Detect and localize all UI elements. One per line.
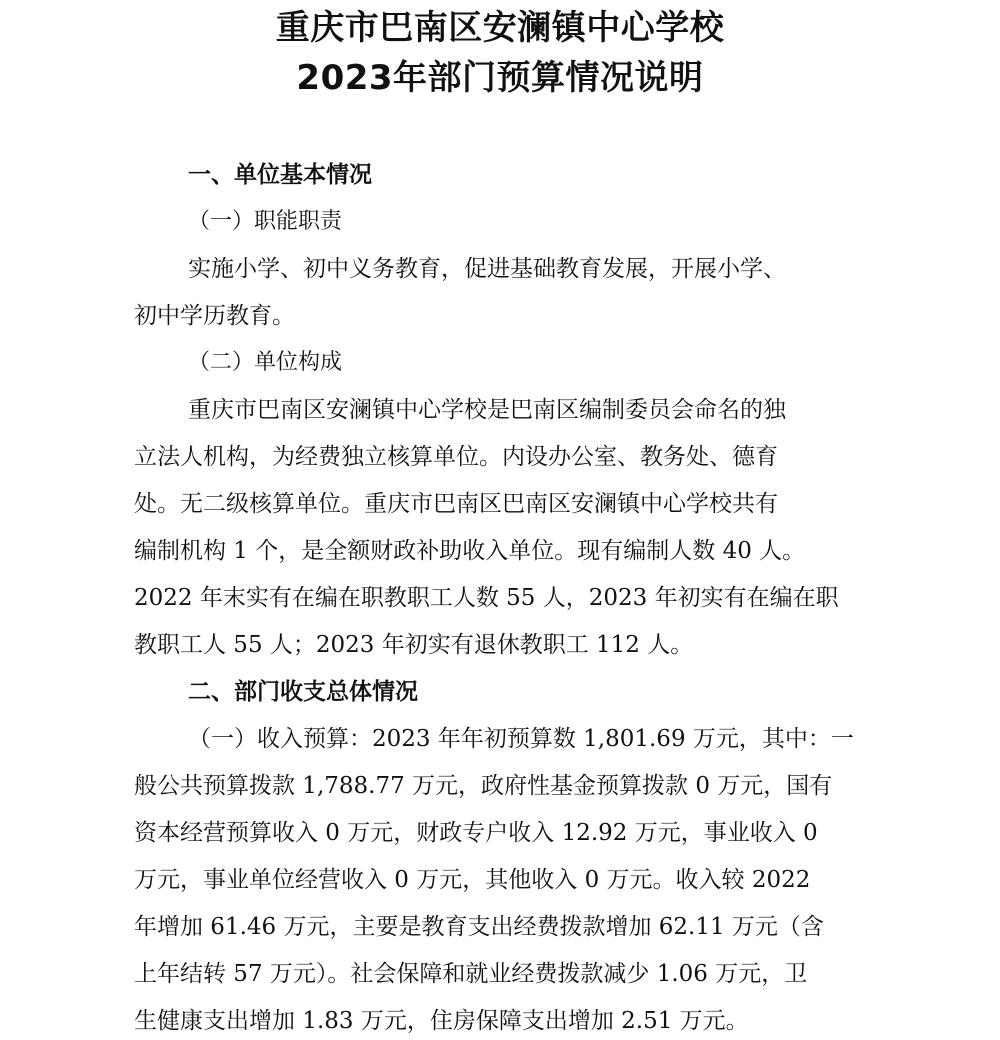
section-heading: 二、部门收支总体情况 [188, 679, 418, 705]
title-line-2: 2023年部门预算情况说明 [296, 58, 704, 98]
paragraph-line: 万元，事业单位经营收入 0 万元，其他收入 0 万元。收入较 2022 [134, 867, 811, 893]
paragraph-line: 年增加 61.46 万元，主要是教育支出经费拨款增加 62.11 万元（含 [134, 914, 824, 940]
paragraph-line: 生健康支出增加 1.83 万元，住房保障支出增加 2.51 万元。 [134, 1008, 749, 1034]
subsection-heading: （二）单位构成 [188, 350, 343, 375]
paragraph-line: 上年结转 57 万元）。社会保障和就业经费拨款减少 1.06 万元，卫 [134, 961, 808, 987]
paragraph-line: 编制机构 1 个，是全额财政补助收入单位。现有编制人数 40 人。 [134, 538, 806, 564]
subsection-heading: （一）职能职责 [188, 209, 343, 234]
section-heading: 一、单位基本情况 [188, 162, 372, 188]
paragraph-line: 般公共预算拨款 1,788.77 万元，政府性基金预算拨款 0 万元，国有 [134, 773, 833, 799]
paragraph-line: 资本经营预算收入 0 万元，财政专户收入 12.92 万元，事业收入 0 [134, 820, 818, 846]
paragraph-line: （一）收入预算：2023 年年初预算数 1,801.69 万元，其中：一 [188, 726, 854, 752]
title-line-1: 重庆市巴南区安澜镇中心学校 [275, 8, 725, 48]
paragraph-line: 2022 年末实有在编在职教职工人数 55 人，2023 年初实有在编在职 [134, 585, 839, 611]
paragraph-line: 教职工人 55 人；2023 年初实有退休教职工 112 人。 [134, 632, 694, 658]
paragraph-line: 初中学历教育。 [134, 303, 295, 329]
paragraph-line: 立法人机构，为经费独立核算单位。内设办公室、教务处、德育 [134, 444, 778, 470]
paragraph-line: 处。无二级核算单位。重庆市巴南区巴南区安澜镇中心学校共有 [134, 491, 778, 517]
paragraph-line: 重庆市巴南区安澜镇中心学校是巴南区编制委员会命名的独 [188, 397, 786, 423]
paragraph-line: 实施小学、初中义务教育，促进基础教育发展，开展小学、 [188, 256, 786, 282]
